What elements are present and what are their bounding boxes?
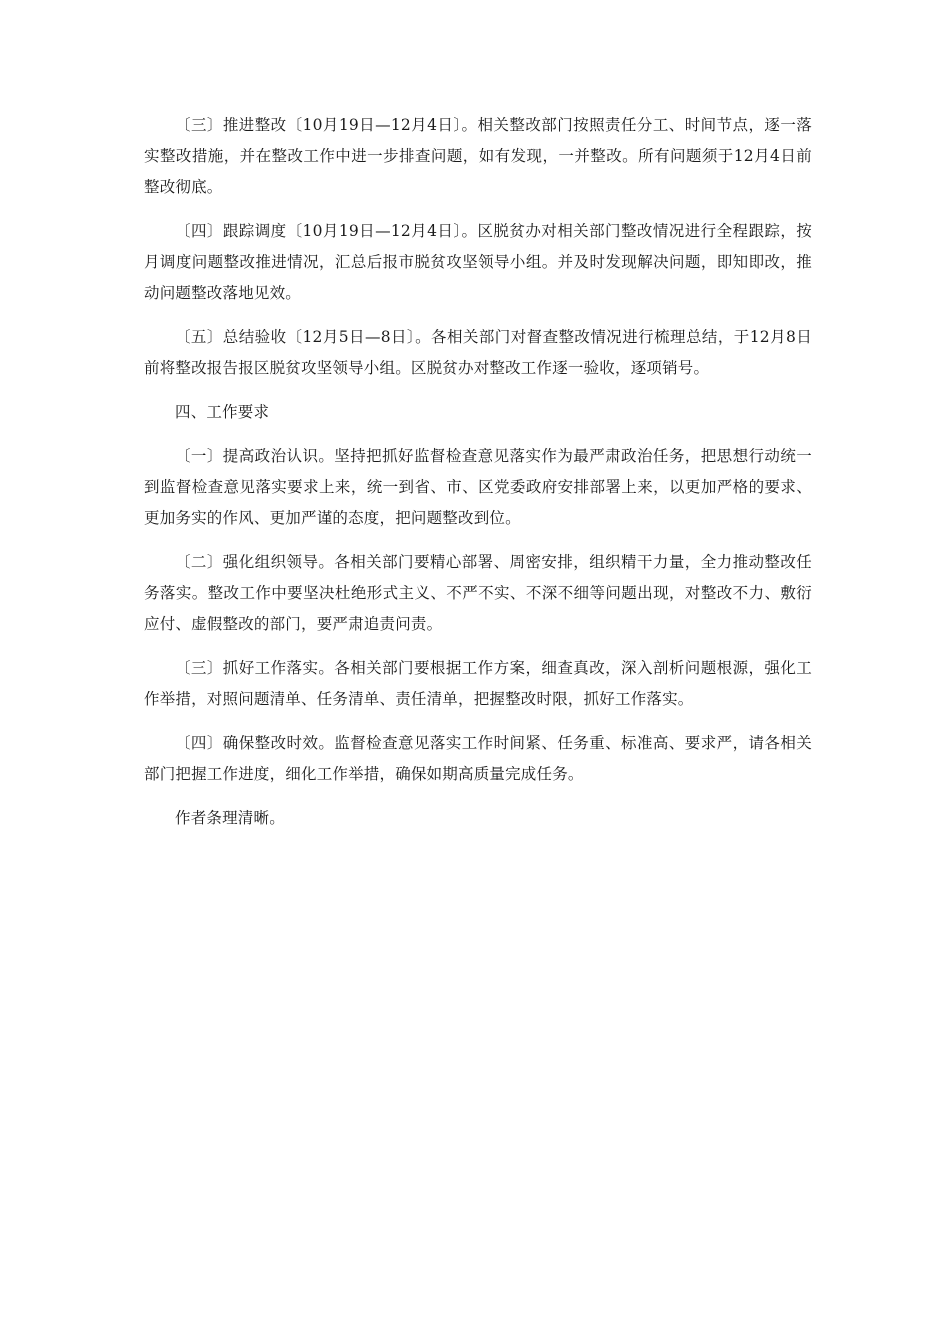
paragraph-requirement-one: 〔一〕提高政治认识。坚持把抓好监督检查意见落实作为最严肃政治任务，把思想行动统一到监督检查意见落实要求上来，统一到省、市、区党委政府安排部署上来，以更加严格的要求、更加务实的作风、更加严谨的态度，把问题整改到位。 [144, 447, 812, 527]
paragraph-step-four-tracking: 〔四〕跟踪调度〔10月19日—12月4日〕。区脱贫办对相关部门整改情况进行全程跟踪，按月调度问题整改推进情况，汇总后报市脱贫攻坚领导小组。并及时发现解决问题，即知即改，推动问题整改落地见效。 [144, 222, 812, 302]
paragraph-requirement-three: 〔三〕抓好工作落实。各相关部门要根据工作方案，细查真改，深入剖析问题根源，强化工作举措，对照问题清单、任务清单、责任清单，把握整改时限，抓好工作落实。 [144, 659, 812, 708]
document-body [144, 110, 812, 847]
paragraph-step-five-acceptance: 〔五〕总结验收〔12月5日—8日〕。各相关部门对督查整改情况进行梳理总结，于12月8日前将整改报告报区脱贫攻坚领导小组。区脱贫办对整改工作逐一验收，逐项销号。 [144, 328, 812, 377]
paragraph-step-three-rectification: 〔三〕推进整改〔10月19日—12月4日〕。相关整改部门按照责任分工、时间节点，逐一落实整改措施，并在整改工作中进一步排查问题，如有发现，一并整改。所有问题须于12月4日前整改彻底。 [144, 116, 812, 196]
paragraph-requirement-two: 〔二〕强化组织领导。各相关部门要精心部署、周密安排，组织精干力量，全力推动整改任务落实。整改工作中要坚决杜绝形式主义、不严不实、不深不细等问题出现，对整改不力、敷衍应付、虚假整改的部门，要严肃追责问责。 [144, 553, 812, 633]
paragraph-requirement-four: 〔四〕确保整改时效。监督检查意见落实工作时间紧、任务重、标准高、要求严，请各相关部门把握工作进度，细化工作举措，确保如期高质量完成任务。 [144, 734, 812, 783]
paragraph-closing-remark: 作者条理清晰。 [175, 809, 285, 827]
section-heading-work-requirements: 四、工作要求 [175, 403, 270, 421]
